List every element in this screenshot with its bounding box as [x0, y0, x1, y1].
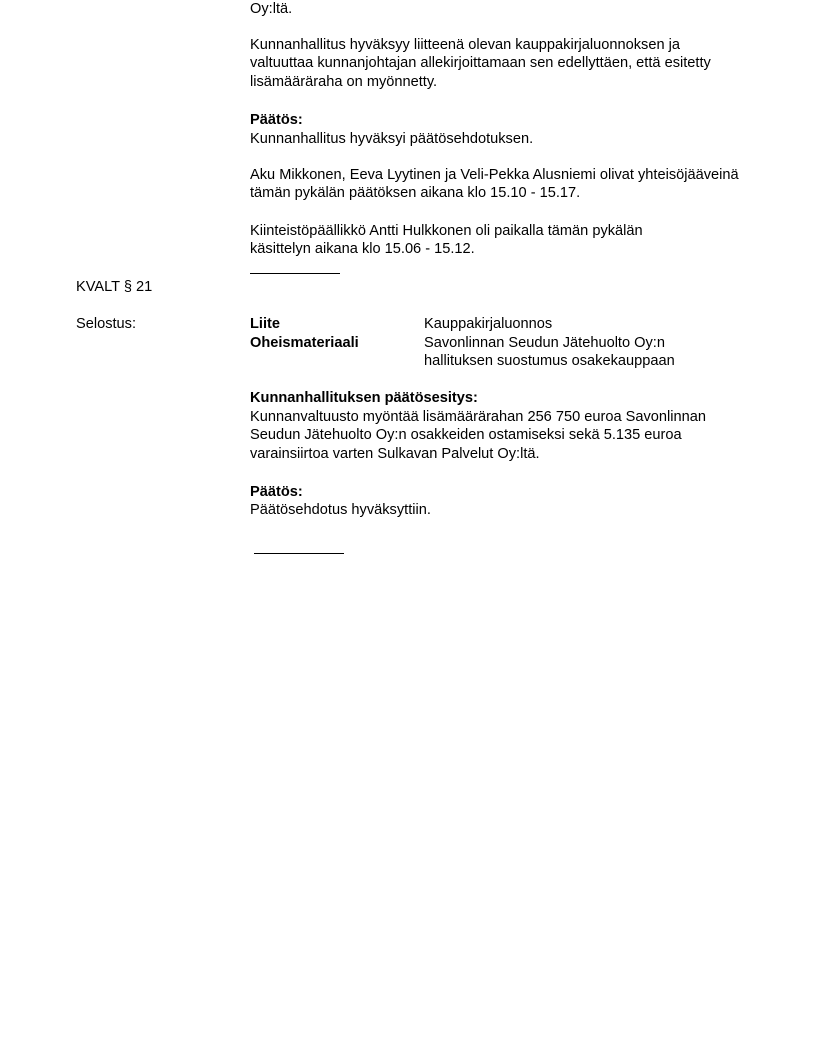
attachment-key: Liite — [250, 316, 280, 332]
proposal-text: Kunnanvaltuusto myöntää lisämäärärahan 256 750 euroa Savonlinnan Seudun Jätehuolto Oy:n osakkeiden ostamiseksi sekä 5.135 euroa varainsiirtoa varten Sulkavan Palvelut Oy:ltä. — [250, 409, 706, 462]
decision-text-2: Päätösehdotus hyväksyttiin. — [250, 502, 431, 518]
carryover-line: Oy:ltä. — [250, 1, 293, 17]
decision-heading-1: Päätös: — [250, 112, 303, 128]
separator-rule-1 — [250, 273, 340, 274]
section-label: KVALT § 21 — [76, 279, 153, 295]
approval-paragraph: Kunnanhallitus hyväksyy liitteenä olevan kauppakirjaluonnoksen ja valtuuttaa kunnanjohtajan allekirjoittamaan sen edellyttäen, että esitetty lisämääräraha on myönnetty. — [250, 37, 711, 90]
disqualified-paragraph: Aku Mikkonen, Eeva Lyytinen ja Veli-Pekka Alusniemi olivat yhteisöjääveinä tämän pykälän päätöksen aikana klo 15.10 - 15.17. — [250, 167, 739, 202]
proposal-heading: Kunnanhallituksen päätösesitys: — [250, 390, 478, 406]
attachment-value: Kauppakirjaluonnos — [424, 316, 553, 332]
decision-text-1: Kunnanhallitus hyväksyi päätösehdotuksen. — [250, 131, 534, 147]
attachment-value: Savonlinnan Seudun Jätehuolto Oy:n hallituksen suostumus osakekauppaan — [424, 335, 675, 370]
present-paragraph: Kiinteistöpäällikkö Antti Hulkkonen oli paikalla tämän pykälän käsittelyn aikana klo 15.06 - 15.12. — [250, 223, 643, 258]
attachment-key: Oheismateriaali — [250, 335, 359, 351]
selostus-label: Selostus: — [76, 316, 137, 332]
separator-rule-2 — [254, 553, 344, 554]
decision-heading-2: Päätös: — [250, 484, 303, 500]
